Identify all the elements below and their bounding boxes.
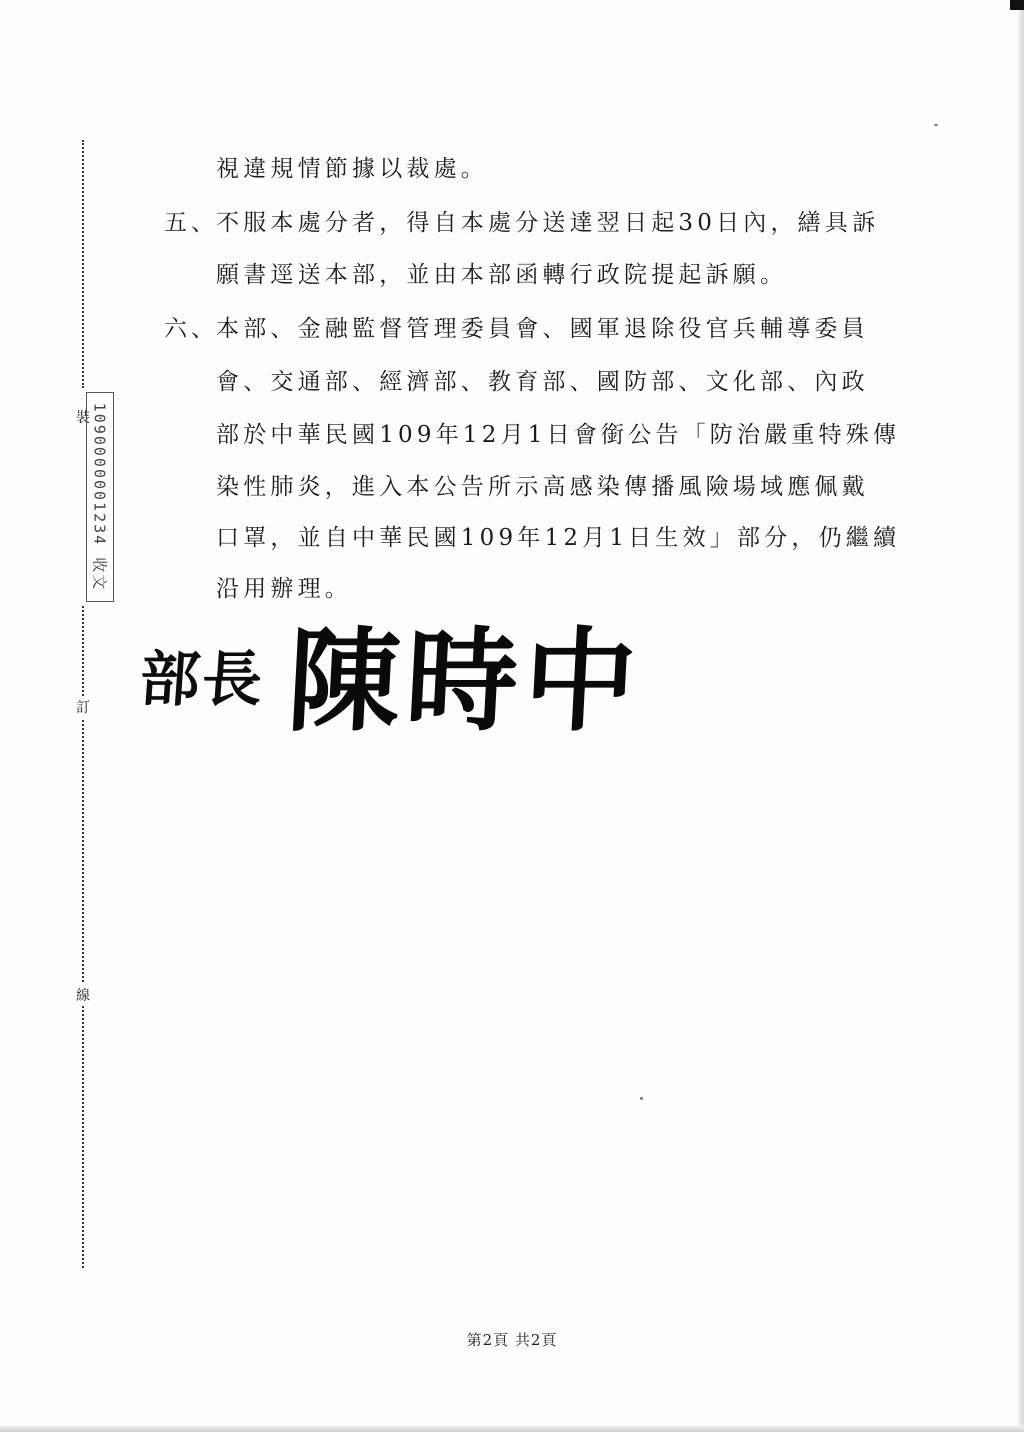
scan-edge-right (1018, 0, 1024, 1432)
binding-mark-middle: 訂 (76, 700, 90, 716)
item-5-line-2: 願書逕送本部，並由本部函轉行政院提起訴願。 (216, 262, 788, 288)
page-number: 第2頁 共2頁 (466, 1331, 558, 1349)
item-5-line-1: 不服本處分者，得自本處分送達翌日起30日內，繕具訴 (216, 210, 880, 236)
item-6-line-6: 沿用辦理。 (216, 576, 352, 602)
item-6-line-3: 部於中華民國109年12月1日會銜公告「防治嚴重特殊傳 (216, 422, 901, 448)
binding-line-mid-lower (82, 720, 84, 982)
scan-speck (640, 1097, 643, 1100)
scan-speck (934, 124, 938, 126)
minister-title: 部長 (137, 645, 267, 715)
continuation-line: 視違規情節據以裁處。 (216, 156, 488, 182)
scan-corner-mark (1010, 0, 1024, 10)
item-6-number: 六、 (164, 316, 218, 342)
binding-mark-bottom: 線 (76, 988, 90, 1004)
item-6-line-5: 口罩，並自中華民國109年12月1日生效」部分，仍繼續 (216, 525, 901, 551)
binding-line-upper (82, 140, 84, 388)
receipt-stamp (86, 392, 114, 602)
item-5-number: 五、 (164, 210, 218, 236)
item-6-line-1: 本部、金融監督管理委員會、國軍退除役官兵輔導委員 (216, 316, 869, 342)
minister-signature: 陳時中 (284, 616, 646, 747)
item-6-line-2: 會、交通部、經濟部、教育部、國防部、文化部、內政 (216, 369, 869, 395)
item-6-line-4: 染性肺炎，進入本公告所示高感染傳播風險場域應佩戴 (216, 474, 869, 500)
scan-edge-bottom (0, 1426, 1024, 1432)
binding-mark-top: 裝 (76, 410, 90, 426)
binding-line-mid-upper (82, 606, 84, 696)
binding-line-lower (82, 1006, 84, 1268)
receipt-stamp-text: 1090000001234 收文 (90, 402, 109, 592)
